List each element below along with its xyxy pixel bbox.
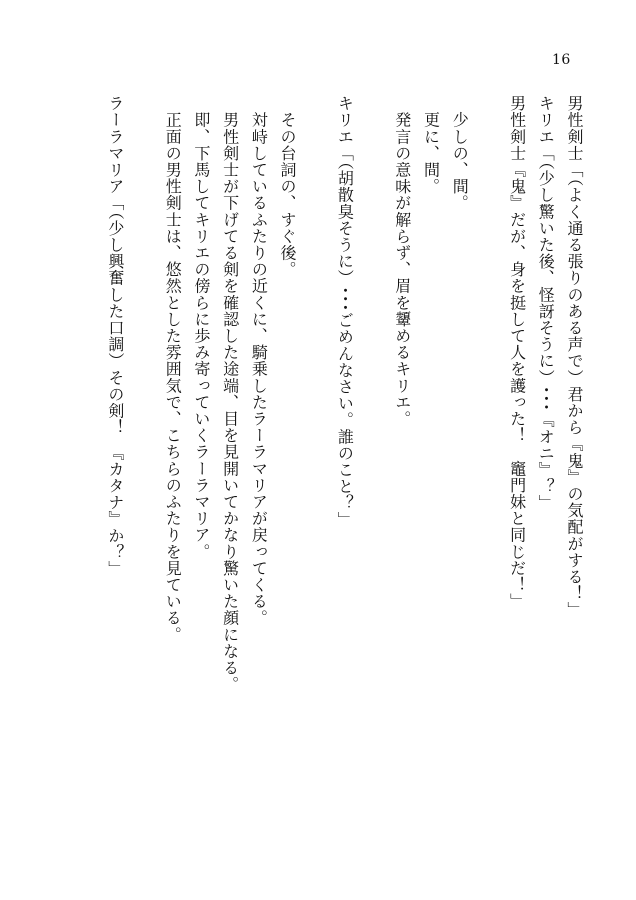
script-line: キリエ「（少し驚いた後、怪訝そうに）･･･『オニ』？」 <box>536 95 556 512</box>
script-line: キリエ「（胡散臭そうに）･･･ごめんなさい。誰のこと？」 <box>335 95 355 528</box>
script-line: 対峙しているふたりの近くに、騎乗したラーラマリアが戻ってくる。 <box>249 95 269 627</box>
script-line: その台詞の、すぐ後。 <box>278 95 298 278</box>
script-line: 男性剣士『鬼』だが、身を挺して人を護った！ 竈門妹と同じだ！」 <box>507 95 527 610</box>
script-line: 発言の意味が解らず、眉を顰めるキリエ。 <box>392 95 412 427</box>
page-number: 16 <box>552 52 571 68</box>
script-line: 男性剣士が下げてる剣を確認した途端、目を見開いてかなり驚いた顔になる。 <box>220 95 240 693</box>
script-line: ラーラマリア「（少し興奮した口調）その剣！ 『カタナ』か？」 <box>105 95 125 577</box>
script-text <box>100 95 588 785</box>
blank-line <box>301 95 330 785</box>
script-line: 即、下馬してキリエの傍らに歩み寄っていくラーラマリア。 <box>191 95 211 560</box>
script-line: 正面の男性剣士は、悠然とした雰囲気で、こちらのふたりを見ている。 <box>163 95 183 643</box>
blank-line <box>473 95 502 785</box>
script-line: 更に、間。 <box>421 95 441 195</box>
script-line: 男性剣士「（よく通る張りのある声で）君から『鬼』の気配がする！」 <box>565 95 584 619</box>
blank-line <box>129 95 158 785</box>
blank-line <box>358 95 387 785</box>
script-line: 少しの、間。 <box>450 95 470 212</box>
